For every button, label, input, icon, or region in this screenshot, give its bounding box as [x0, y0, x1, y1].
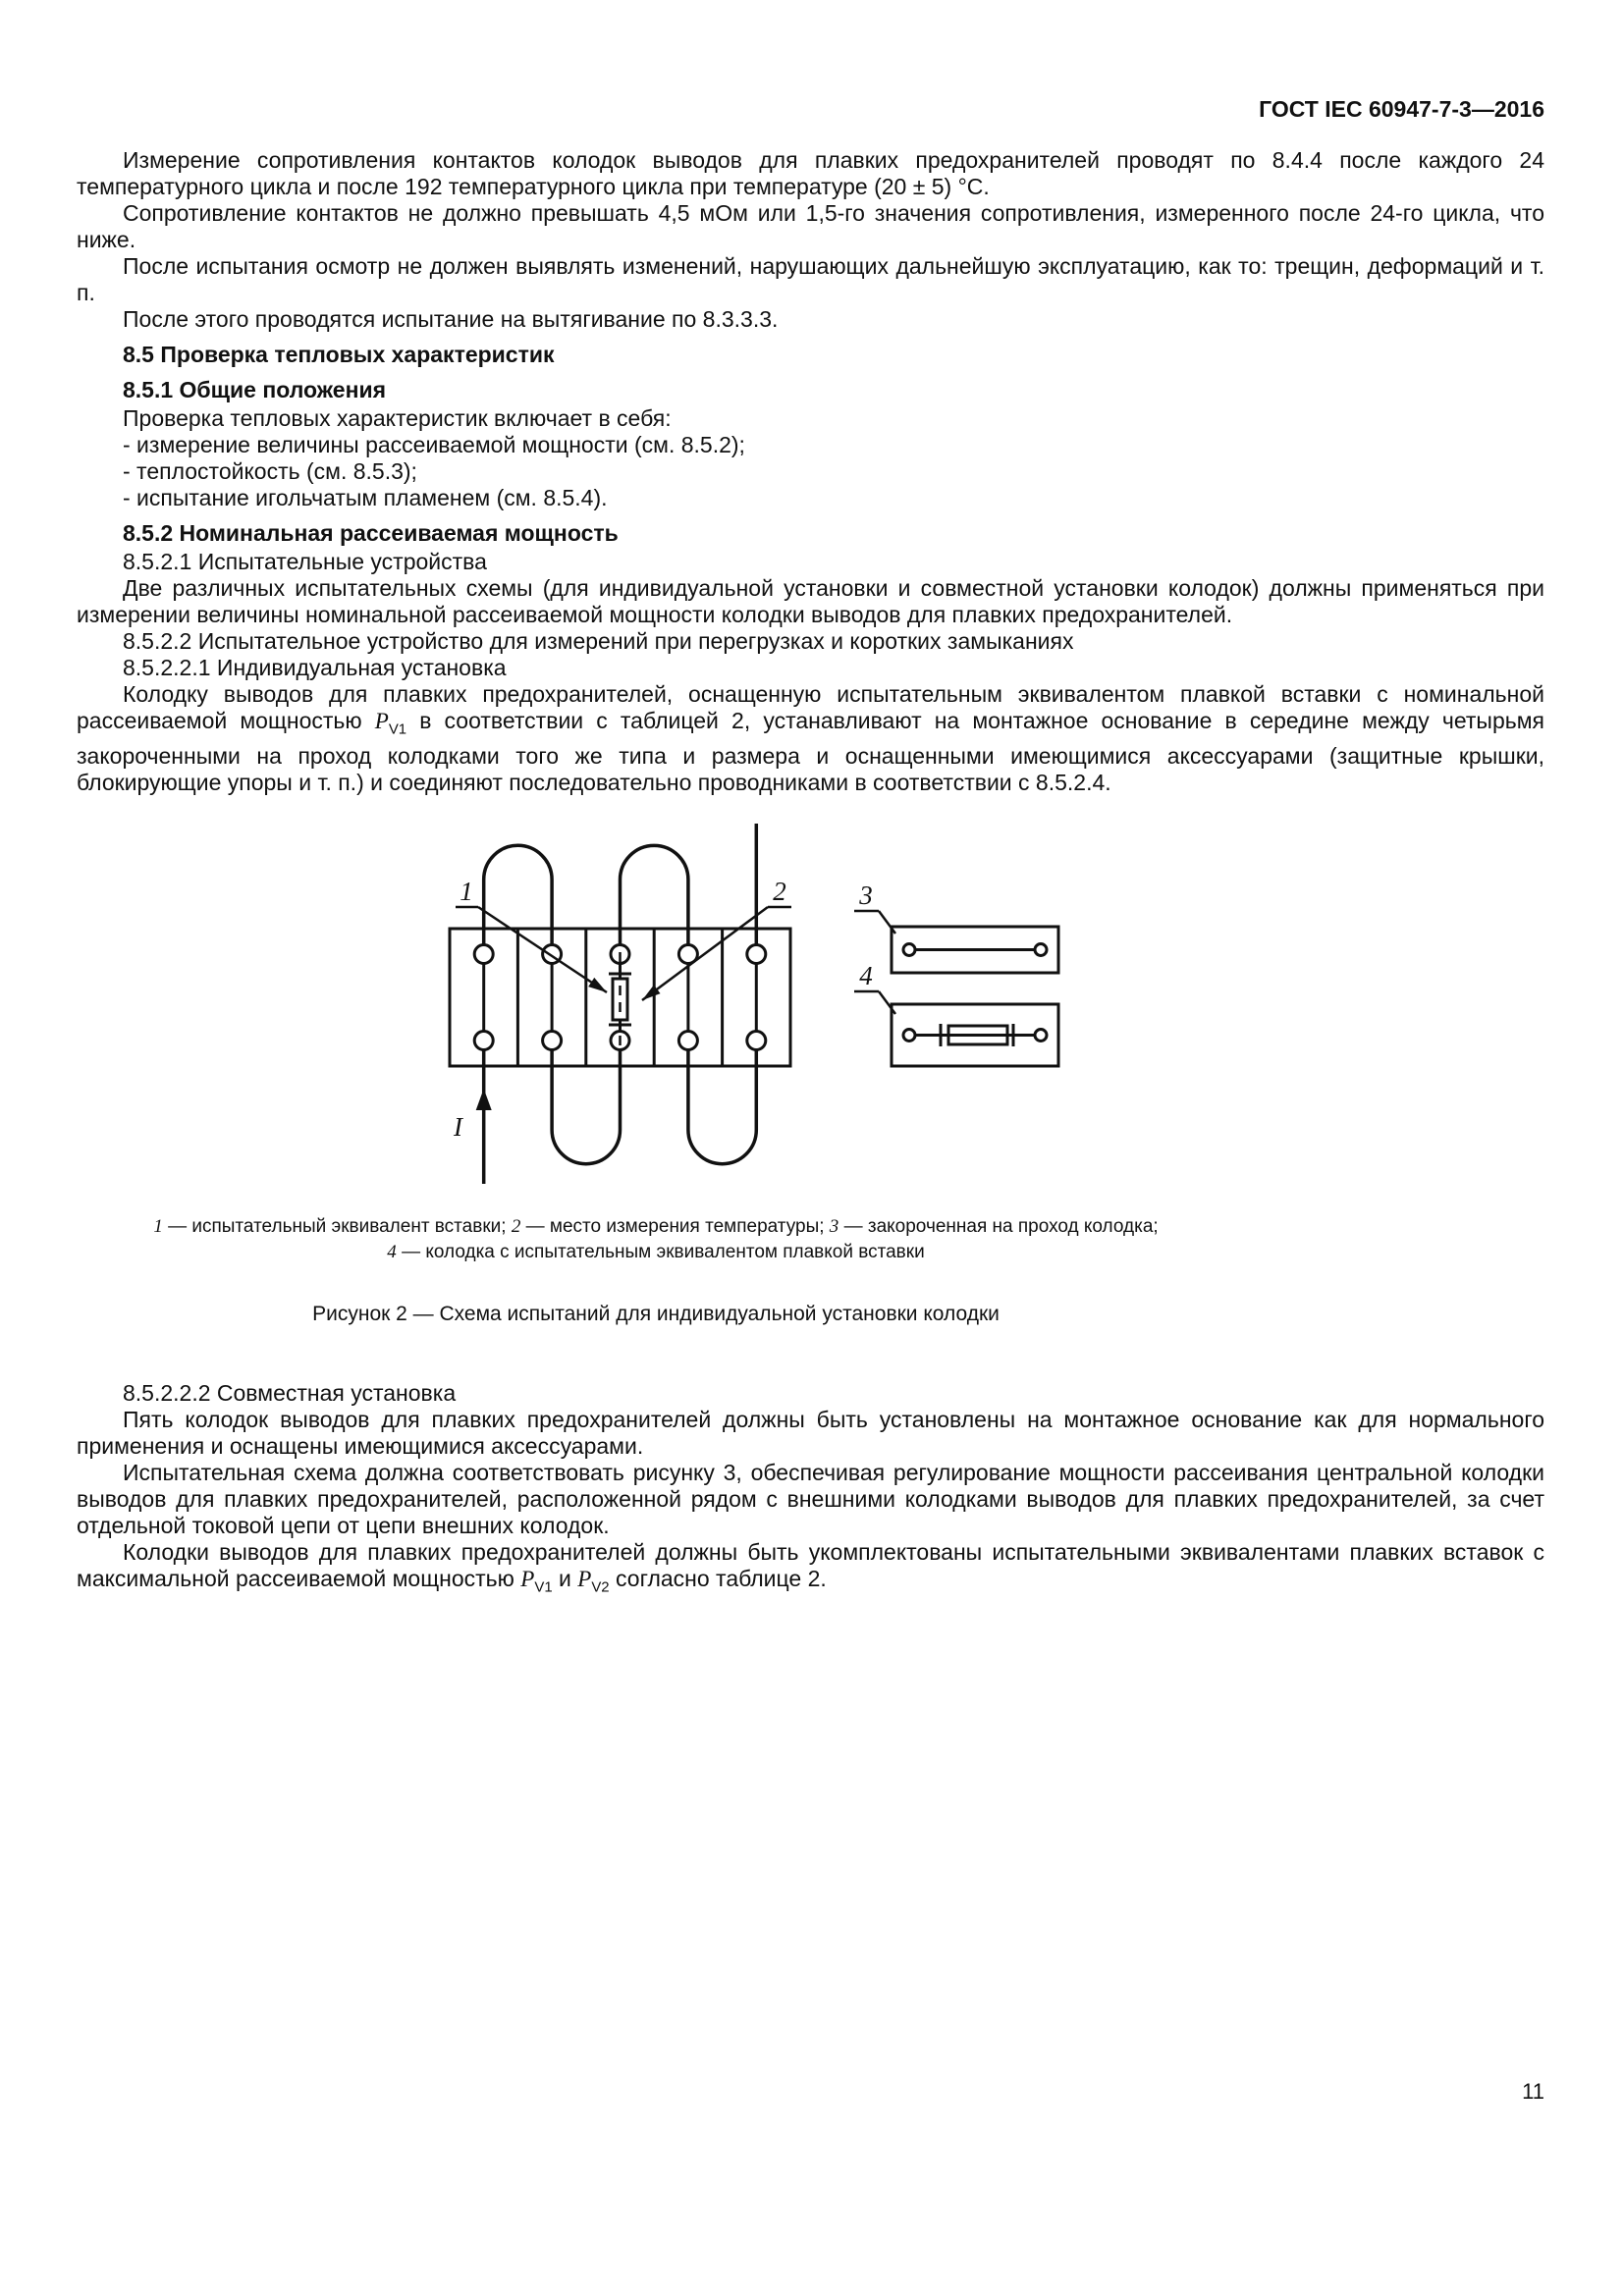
heading-8-5-1: 8.5.1 Общие положения	[123, 377, 387, 402]
caption-num: 3	[829, 1215, 839, 1237]
figure-2-diagram	[412, 806, 1100, 1189]
callout-2	[642, 877, 791, 1000]
shorted-block	[892, 927, 1058, 973]
callout-3-label: 3	[859, 880, 873, 910]
caption-num: 4	[387, 1241, 397, 1262]
callout-2-label: 2	[773, 876, 786, 906]
paragraph: Пять колодок выводов для плавких предохранителей должны быть установлены на монтажное основание как для нормального применения и оснащены имеющимися аксессуарами.	[77, 1406, 1544, 1459]
paragraph: После этого проводятся испытание на вытягивание по 8.3.3.3.	[123, 306, 779, 332]
page-number: 11	[1522, 2079, 1544, 2104]
doc-code-header: ГОСТ IEC 60947-7-3—2016	[1259, 96, 1544, 122]
paragraph-text: Колодки выводов для плавких предохранителей должны быть укомплектованы испытательными эквивалентами плавких вставок с максимальной рассеиваемой мощностью	[77, 1538, 1544, 1591]
paragraph: Проверка тепловых характеристик включает в себя:	[123, 405, 672, 431]
caption-line-1	[77, 1214, 1235, 1240]
heading-8-5-2-2-1: 8.5.2.2.1 Индивидуальная установка	[123, 655, 507, 680]
power-symbol: P	[374, 709, 389, 733]
paragraph-text: в соответствии с таблицей 2, устанавливают на монтажное основание в середине между четырьмя закороченными на проход колодками того же типа и размера и оснащенными имеющимися аксессуарами (защитные крышки, блокирующие упоры и т. п.) и соединяют последовательно проводниками в соответствии с 8.5.2.4.	[77, 708, 1544, 795]
paragraph: Измерение сопротивления контактов колодок выводов для плавких предохранителей проводят по 8.4.4 после каждого 24 температурного цикла и после 192 температурного цикла при температуре (20 ± 5) °С.	[77, 147, 1544, 199]
caption-num: 2	[511, 1215, 521, 1237]
current-label: I	[454, 1111, 462, 1142]
power-subscript: V2	[591, 1578, 610, 1596]
paragraph-text: и	[552, 1565, 578, 1591]
list-item: - теплостойкость (см. 8.5.3);	[123, 458, 417, 484]
power-symbol: P	[520, 1566, 535, 1591]
caption-text: — место измерения температуры;	[520, 1215, 830, 1237]
paragraph	[77, 681, 1544, 796]
figure-2-caption	[77, 1214, 1235, 1265]
paragraph: После испытания осмотр не должен выявлять изменений, нарушающих дальнейшую эксплуатацию, как то: трещин, деформаций и т. п.	[77, 253, 1544, 305]
paragraph: Сопротивление контактов не должно превышать 4,5 мОм или 1,5-го значения сопротивления, измеренного после 24-го цикла, что ниже.	[77, 200, 1544, 252]
power-subscript: V1	[388, 721, 407, 738]
paragraph	[77, 1539, 1544, 1601]
list-item: - измерение величины рассеиваемой мощности (см. 8.5.2);	[123, 432, 745, 457]
callout-4-label: 4	[859, 960, 873, 990]
heading-8-5-2-2: 8.5.2.2 Испытательное устройство для измерений при перегрузках и коротких замыканиях	[123, 628, 1074, 654]
fuse-test-block	[892, 1004, 1058, 1066]
heading-8-5-2-1: 8.5.2.1 Испытательные устройства	[123, 549, 487, 574]
heading-8-5: 8.5 Проверка тепловых характеристик	[123, 342, 555, 367]
heading-8-5-2-2-2: 8.5.2.2.2 Совместная установка	[123, 1379, 457, 1406]
current-arrowhead	[476, 1089, 492, 1110]
list-item: - испытание игольчатым пламенем (см. 8.5.4).	[123, 485, 608, 510]
paragraph-text: Колодку выводов для плавких предохранителей, оснащенную испытательным эквивалентом плавкой вставки с номинальной рассеиваемой мощностью	[77, 681, 1544, 733]
caption-line-2	[77, 1240, 1235, 1265]
callout-1	[456, 877, 607, 992]
power-subscript: V1	[534, 1578, 553, 1596]
callout-4	[854, 961, 895, 1014]
paragraph: Испытательная схема должна соответствовать рисунку 3, обеспечивая регулирование мощности рассеивания центральной колодки выводов для плавких предохранителей, расположенной рядом с внешними колодками выводов для плавких предохранителей, за счет отдельной токовой цепи от цепи внешних колодок.	[77, 1459, 1544, 1538]
figure-2-title: Рисунок 2 — Схема испытаний для индивидуальной установки колодки	[312, 1302, 1000, 1325]
callout-3	[854, 881, 895, 934]
figure-2	[412, 806, 1100, 1189]
power-symbol: P	[577, 1566, 592, 1591]
caption-text: — колодка с испытательным эквивалентом плавкой вставки	[396, 1241, 925, 1262]
caption-text: — испытательный эквивалент вставки;	[162, 1215, 512, 1237]
caption-num: 1	[153, 1215, 163, 1237]
paragraph-text: согласно таблице 2.	[609, 1565, 827, 1591]
page-content	[77, 0, 1544, 1600]
heading-8-5-2: 8.5.2 Номинальная рассеиваемая мощность	[123, 520, 619, 546]
caption-text: — закороченная на проход колодка;	[839, 1215, 1159, 1237]
paragraph: Две различных испытательных схемы (для индивидуальной установки и совместной установки колодок) должны применяться при измерении величины номинальной рассеиваемой мощности колодки выводов для плавких предохранителей.	[77, 575, 1544, 627]
callout-1-label: 1	[460, 876, 473, 906]
